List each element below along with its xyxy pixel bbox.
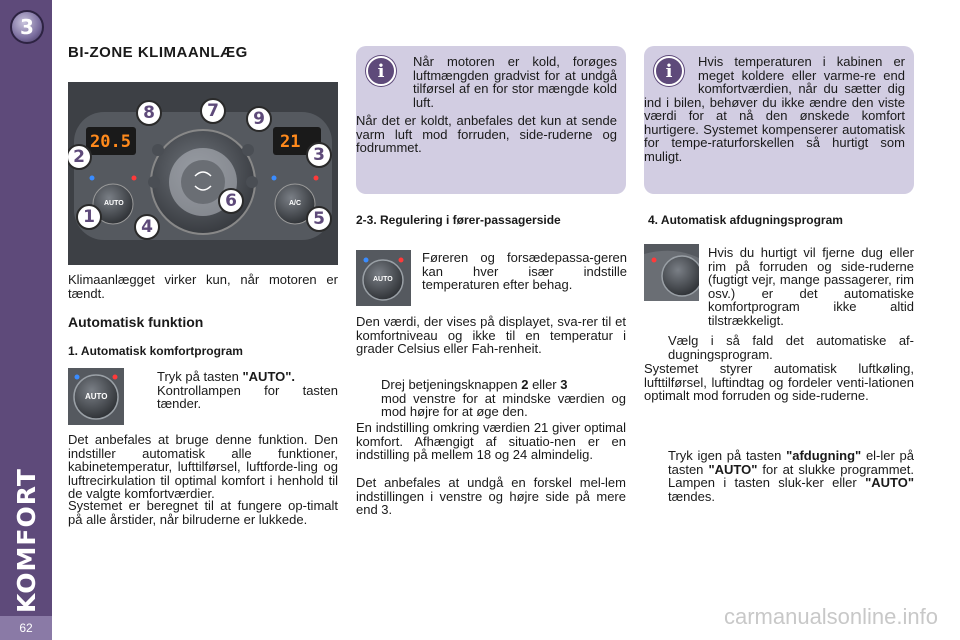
climate-control-panel-photo xyxy=(68,82,338,265)
defog-system-text: Systemet styrer automatisk luftkøling, lufttilførsel, luftindtag og fordeler venti-lationen optimalt mod forruden og side-ruderne. xyxy=(644,361,914,403)
section-label-text: KOMFORT xyxy=(11,467,41,613)
callout-5: 5 xyxy=(306,206,332,232)
page-number: 62 xyxy=(0,616,52,640)
automatic-function-heading: Automatisk funktion xyxy=(68,314,204,330)
info-icon: i xyxy=(366,56,396,86)
defog-button-illustration xyxy=(644,244,699,301)
knob-3-ref: 3 xyxy=(560,377,568,392)
turn-knob-direction: mod venstre for at mindske værdien og mod højre for at øge den. xyxy=(381,390,626,419)
ac-button-label: A/C xyxy=(289,200,302,207)
callout-6: 6 xyxy=(218,188,244,214)
callout-2: 2 xyxy=(68,144,92,170)
turn-knob-text: Drej betjeningsknappen xyxy=(381,377,522,392)
callout-7: 7 xyxy=(200,98,226,124)
select-defog-instruction: Vælg i så fald det automatiske af-dugningsprogram. xyxy=(668,333,914,362)
optimal-comfort-text: En indstilling omkring værdien 21 giver optimal komfort. Afhængigt af situatio-nen er en indstilling på mellem 18 og 24 almindelig. xyxy=(356,420,626,462)
comfort-program-heading: 1. Automatisk komfortprogram xyxy=(68,344,243,358)
turn-knob-or: eller xyxy=(528,377,561,392)
defog-intro-text: Hvis du hurtigt vil fjerne dug eller rim på forruden og side-ruderne (fugtigt vejr, mange passagerer, rim osv.) er det automatiske komfortprogram ikke altid tilstrækkeligt. xyxy=(708,245,914,328)
auto-instruction xyxy=(157,370,338,411)
driver-passenger-heading: 2-3. Regulering i fører-passagerside xyxy=(356,213,561,227)
info-cold-engine-text xyxy=(356,55,617,155)
driver-passenger-text: Føreren og forsædepassa-geren kan hver især indstille temperaturen efter behag. xyxy=(422,250,627,292)
left-temperature-display: 20.5 xyxy=(90,132,131,152)
seasons-paragraph: Systemet er beregnet til at fungere op-timalt på alle årstider, når bilruderne er lukkede. xyxy=(68,498,338,527)
recommendation-paragraph: Det anbefales at bruge denne funktion. Den indstiller automatisk alle funktioner, kabinetemperatur, lufttilførsel, luftforde-ling og luftrecirkulation til optimal komfort i henhold til de valgte komfortværdier. xyxy=(68,432,338,501)
instruction-result: Kontrollampen for tasten tænder. xyxy=(157,382,338,411)
icon-spacer xyxy=(644,55,698,95)
defog-program-heading: 4. Automatisk afdugningsprogram xyxy=(648,213,843,227)
info-temperature-body xyxy=(644,55,905,163)
info-temperature-content: Hvis temperaturen i kabinen er meget koldere eller varme-re end komfortværdien, når du sætter dig ind i bilen, behøver du ikke ændre den viste værdi for at nå den ønskede komfort hurtigere. Systemet kompenserer automatisk for tempe-raturforskellen så hurtigt som muligt. xyxy=(644,54,905,164)
info-icon: i xyxy=(654,56,684,86)
info-temperature-text xyxy=(644,55,905,163)
display-value-text: Den værdi, der vises på displayet, sva-rer til et komfortniveau og ikke til en temperatur i grader Celsius eller Fah-renheit. xyxy=(356,314,626,356)
dial-photo xyxy=(356,250,411,306)
info-warm-air-text: Når det er koldt, anbefales det kun at sende varm luft mod forruden, side-ruderne og fodrummet. xyxy=(356,113,617,155)
callout-9: 9 xyxy=(246,106,272,132)
defog-button-photo xyxy=(644,244,699,301)
right-temperature-display: 21 xyxy=(280,132,301,152)
callout-8: 8 xyxy=(136,100,162,126)
disable-text-4: tændes. xyxy=(668,488,715,504)
knob-2-ref: 2 xyxy=(521,377,529,392)
side-difference-text: Det anbefales at undgå en forskel mel-lem indstillingen i venstre og højre side på mere end 3. xyxy=(356,475,626,517)
turn-knob-instruction xyxy=(381,378,626,419)
info-airflow-text: Når motoren er kold, forøges luftmængden gradvist for at undgå tilførsel af en for stor mængde kold luft. xyxy=(413,54,617,110)
disable-text-2: el-ler på tasten xyxy=(668,448,915,477)
auto-key: "AUTO" xyxy=(708,461,758,477)
section-label xyxy=(4,467,48,613)
intro-text: Klimaanlægget virker kun, når motoren er tændt. xyxy=(68,272,338,301)
disable-text-1: Tryk igen på tasten xyxy=(668,448,787,463)
instruction-text: Tryk på tasten xyxy=(157,369,243,384)
disable-text-3: for at slukke programmet. Lampen i tasten sluk-ker eller xyxy=(668,461,914,490)
dial-thumb-label: AUTO xyxy=(373,276,393,283)
auto-key-2: "AUTO" xyxy=(865,475,914,490)
chapter-sidebar xyxy=(0,0,52,640)
callout-4: 4 xyxy=(134,214,160,240)
auto-button-photo xyxy=(68,368,124,425)
auto-thumb-label: AUTO xyxy=(85,392,108,401)
watermark: carmanualsonline.info xyxy=(723,604,938,629)
callout-3: 3 xyxy=(306,142,332,168)
defog-key: "afdugning" xyxy=(786,448,862,463)
auto-button-label: AUTO xyxy=(104,200,124,207)
page-title: BI-ZONE KLIMAANLÆG xyxy=(68,44,248,61)
chapter-badge xyxy=(10,10,44,44)
callout-1: 1 xyxy=(76,204,102,230)
instruction-key: "AUTO". xyxy=(242,369,296,384)
disable-defog-instruction xyxy=(668,449,914,503)
chapter-number: 3 xyxy=(20,15,34,39)
